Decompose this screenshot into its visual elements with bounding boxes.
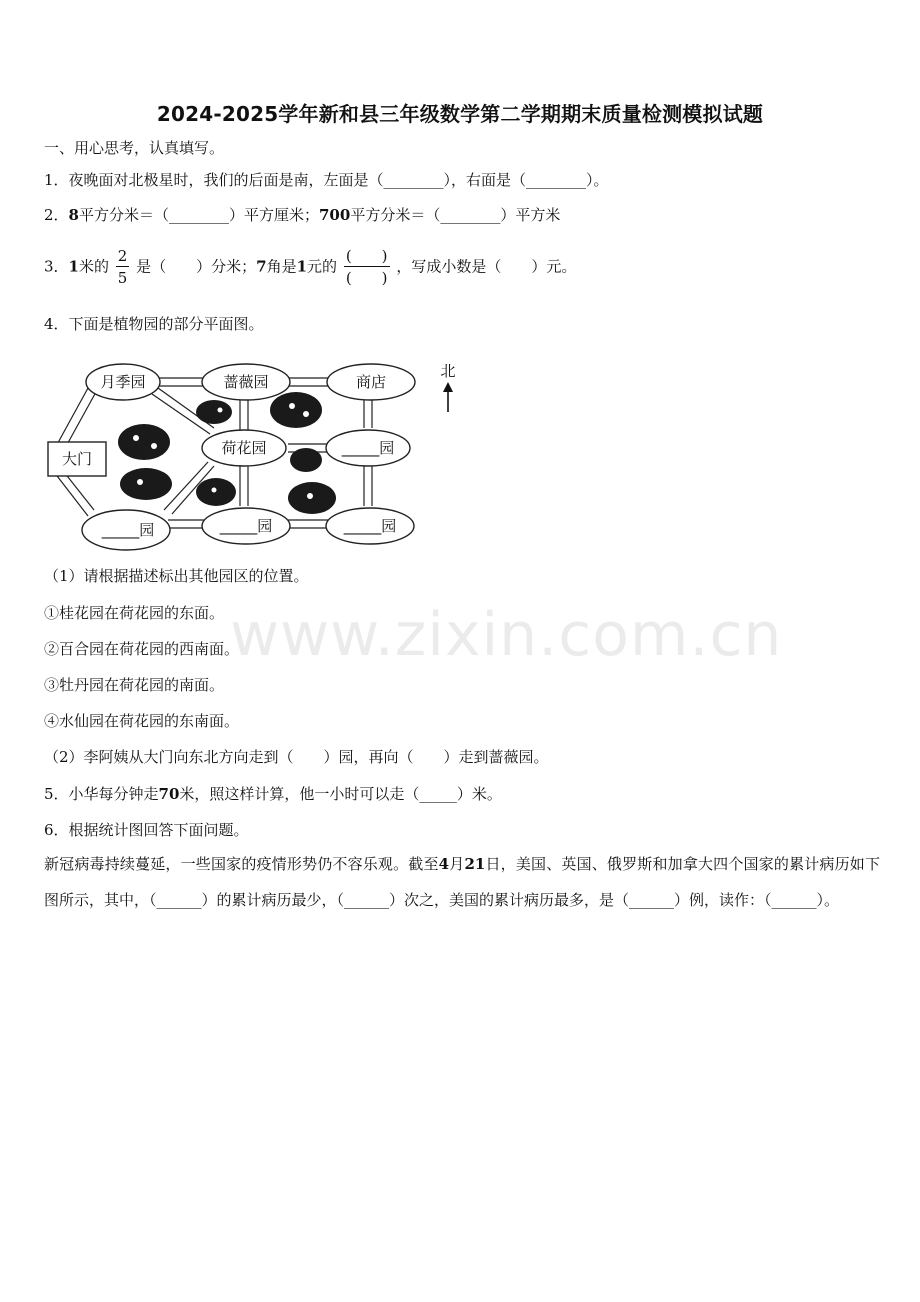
q2-text-a: 平方分米＝（________）平方厘米； bbox=[78, 206, 319, 224]
q5-text-b: 米，照这样计算，他一小时可以走（_____）米。 bbox=[179, 785, 502, 803]
q4-item-3: ③牡丹园在荷花园的南面。 bbox=[44, 676, 225, 694]
q3-text-a: 米的 bbox=[78, 257, 109, 276]
q3-value-7: 7 bbox=[256, 257, 267, 276]
q3-value-1: 1 bbox=[68, 257, 79, 276]
label-east-blank: _____园 bbox=[341, 439, 395, 457]
garden-map bbox=[44, 350, 474, 560]
q3-text-b: 是（ ）分米； bbox=[136, 257, 257, 276]
label-gate: 大门 bbox=[61, 450, 93, 468]
label-hehua: 荷花园 bbox=[221, 439, 267, 457]
question-4: 4．下面是植物园的部分平面图。 bbox=[44, 315, 264, 333]
question-6-text bbox=[44, 846, 880, 918]
fraction-two-fifths bbox=[116, 246, 130, 289]
fraction-numerator: 2 bbox=[117, 247, 128, 265]
question-2 bbox=[44, 205, 560, 225]
q6-text-b: 日，美国、英国、俄罗斯和加拿大四个国家的累计病历如下图所示，其中，（______）的累计病历最少，（______）次之，美国的累计病历最多，是（______）例，读作：（______）。 bbox=[44, 855, 880, 909]
question-3 bbox=[44, 246, 576, 289]
q6-text-month: 月 bbox=[449, 855, 465, 873]
q3-text-e: ，写成小数是（ ）元。 bbox=[396, 257, 577, 276]
q2-number: 2． bbox=[44, 206, 69, 224]
north-arrow-icon bbox=[440, 362, 455, 412]
watermark: www.zixin.com.cn bbox=[230, 600, 783, 670]
fraction-blank-denominator: ( ) bbox=[345, 269, 388, 287]
label-yueji: 月季园 bbox=[100, 373, 146, 391]
label-southeast-blank: _____园 bbox=[343, 517, 397, 535]
page-title: 2024-2025学年新和县三年级数学第二学期期末质量检测模拟试题 bbox=[156, 102, 764, 126]
q4-item-4: ④水仙园在荷花园的东南面。 bbox=[44, 712, 240, 730]
q2-value-8: 8 bbox=[68, 206, 79, 224]
fraction-denominator: 5 bbox=[117, 269, 128, 287]
question-6: 6．根据统计图回答下面问题。 bbox=[44, 821, 249, 839]
question-5 bbox=[44, 784, 502, 804]
q3-value-1b: 1 bbox=[296, 257, 308, 276]
q2-text-b: 平方分米＝（________）平方米 bbox=[350, 206, 561, 224]
question-4-part-1: （1）请根据描述标出其他园区的位置。 bbox=[44, 567, 309, 585]
section-heading: 一、用心思考，认真填写。 bbox=[44, 139, 225, 157]
fraction-blank bbox=[344, 246, 390, 289]
q3-number: 3． bbox=[44, 257, 69, 276]
q6-text-a: 新冠病毒持续蔓延，一些国家的疫情形势仍不容乐观。截至 bbox=[44, 855, 439, 873]
q4-item-2: ②百合园在荷花园的西南面。 bbox=[44, 640, 240, 658]
fraction-blank-numerator: ( ) bbox=[345, 247, 388, 265]
label-southwest-blank: _____园 bbox=[101, 521, 155, 539]
q3-text-c: 角是 bbox=[266, 257, 297, 276]
north-label: 北 bbox=[440, 362, 456, 380]
label-qiangwei: 蔷薇园 bbox=[223, 373, 269, 391]
label-shop: 商店 bbox=[355, 373, 387, 391]
label-south-blank: _____园 bbox=[219, 517, 273, 535]
q6-month: 4 bbox=[438, 855, 450, 873]
question-1: 1．夜晚面对北极星时，我们的后面是南，左面是（________），右面是（________）。 bbox=[44, 171, 609, 189]
q5-text-a: 5．小华每分钟走 bbox=[44, 785, 159, 803]
q6-day: 21 bbox=[464, 855, 486, 873]
q2-value-700: 700 bbox=[319, 206, 351, 224]
q3-text-d: 元的 bbox=[307, 257, 338, 276]
q5-value-70: 70 bbox=[158, 785, 180, 803]
question-4-part-2: （2）李阿姨从大门向东北方向走到（ ）园，再向（ ）走到蔷薇园。 bbox=[44, 748, 549, 766]
q4-item-1: ①桂花园在荷花园的东面。 bbox=[44, 604, 225, 622]
